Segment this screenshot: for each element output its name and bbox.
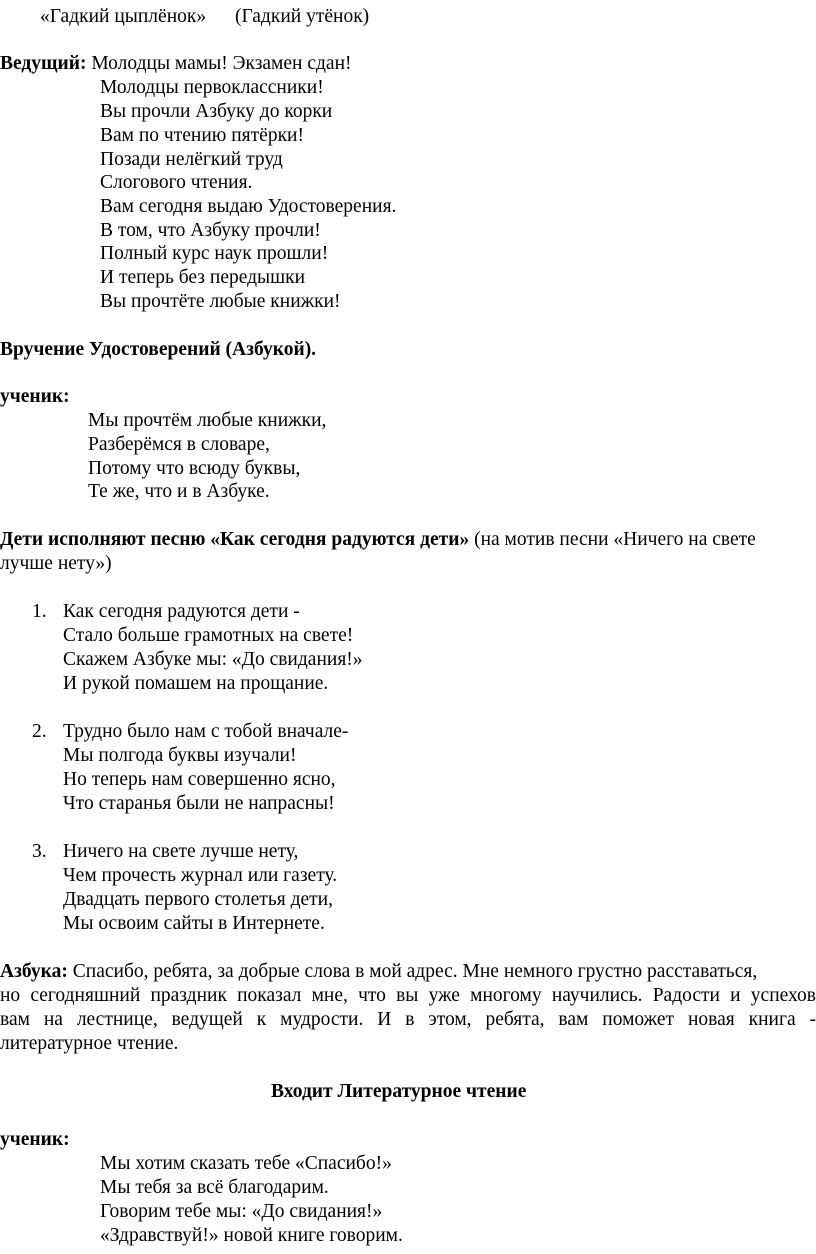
- pupil2-line: Говорим тебе мы: «До свидания!»: [100, 1201, 383, 1222]
- song-intro-bold: Дети исполняют песню «Как сегодня радуются дети»: [0, 529, 470, 550]
- azbuka-line: вам на лестнице, ведущей к мудрости. И в этом, ребята, вам поможет новая книга -: [0, 1009, 816, 1030]
- verse-line: Мы освоим сайты в Интернете.: [63, 913, 325, 934]
- host-line: Позади нелёгкий труд: [100, 149, 283, 170]
- verse-line: Трудно было нам с тобой вначале-: [63, 721, 349, 742]
- host-line: Вы прочтёте любые книжки!: [100, 291, 341, 312]
- azbuka-line: литературное чтение.: [0, 1033, 179, 1054]
- song-intro-line2: лучше нету»): [0, 553, 112, 574]
- stage-direction-award: Вручение Удостоверений (Азбукой).: [0, 339, 317, 360]
- song-intro-line1: [0, 528, 756, 552]
- verse-number: 2.: [32, 721, 47, 742]
- pupil1-line: Разберёмся в словаре,: [88, 434, 270, 455]
- verse-line: Двадцать первого столетья дети,: [63, 889, 333, 910]
- pupil1-line: Те же, что и в Азбуке.: [88, 481, 270, 502]
- host-first-line: [0, 52, 352, 76]
- title-left: «Гадкий цыплёнок»: [40, 6, 207, 27]
- azbuka-line: но сегодняшний праздник показал мне, что вы уже многому научились. Радости и успехов: [0, 985, 816, 1006]
- azbuka-line: Азбука: Спасибо, ребята, за добрые слова в мой адрес. Мне немного грустно расставаться,: [0, 961, 758, 982]
- azbuka-speaker: Азбука:: [0, 961, 68, 982]
- play-title: [40, 5, 206, 29]
- host-line: Вам по чтению пятёрки!: [100, 125, 304, 146]
- verse-line: Что старанья были не напрасны!: [63, 793, 335, 814]
- host-speaker: Ведущий:: [0, 53, 87, 74]
- host-line: Слогового чтения.: [100, 172, 253, 193]
- host-line: Молодцы первоклассники!: [100, 77, 324, 98]
- host-line: И теперь без передышки: [100, 267, 306, 288]
- verse-line: Но теперь нам совершенно ясно,: [63, 769, 336, 790]
- pupil2-line: Мы тебя за всё благодарим.: [100, 1177, 329, 1198]
- verse-line: Скажем Азбуке мы: «До свидания!»: [63, 649, 363, 670]
- verse-line: Мы полгода буквы изучали!: [63, 745, 297, 766]
- pupil2-line: Мы хотим сказать тебе «Спасибо!»: [100, 1153, 392, 1174]
- pupil2-speaker: ученик:: [0, 1129, 70, 1150]
- pupil1-line: Потому что всюду буквы,: [88, 458, 301, 479]
- verse-line: Стало больше грамотных на свете!: [63, 625, 354, 646]
- host-line: Вы прочли Азбуку до корки: [100, 101, 333, 122]
- pupil1-line: Мы прочтём любые книжки,: [88, 410, 327, 431]
- verse-line: И рукой помашем на прощание.: [63, 673, 329, 694]
- verse-number: 3.: [32, 841, 47, 862]
- stage-direction-enters: Входит Литературное чтение: [271, 1081, 527, 1102]
- play-subtitle: [235, 5, 369, 29]
- verse-line: Чем прочесть журнал или газету.: [63, 865, 338, 886]
- song-intro-rest: (на мотив песни «Ничего на свете: [469, 529, 756, 550]
- host-line: В том, что Азбуку прочли!: [100, 220, 321, 241]
- verse-line: Ничего на свете лучше нету,: [63, 841, 299, 862]
- host-line: Полный курс наук прошли!: [100, 243, 329, 264]
- title-right: (Гадкий утёнок): [235, 6, 370, 27]
- host-line: Вам сегодня выдаю Удостоверения.: [100, 196, 397, 217]
- pupil2-line: «Здравствуй!» новой книге говорим.: [100, 1225, 403, 1246]
- host-line-0: Молодцы мамы! Экзамен сдан!: [86, 53, 352, 74]
- verse-line: Как сегодня радуются дети -: [63, 601, 300, 622]
- verse-number: 1.: [32, 601, 47, 622]
- pupil1-speaker: ученик:: [0, 386, 70, 407]
